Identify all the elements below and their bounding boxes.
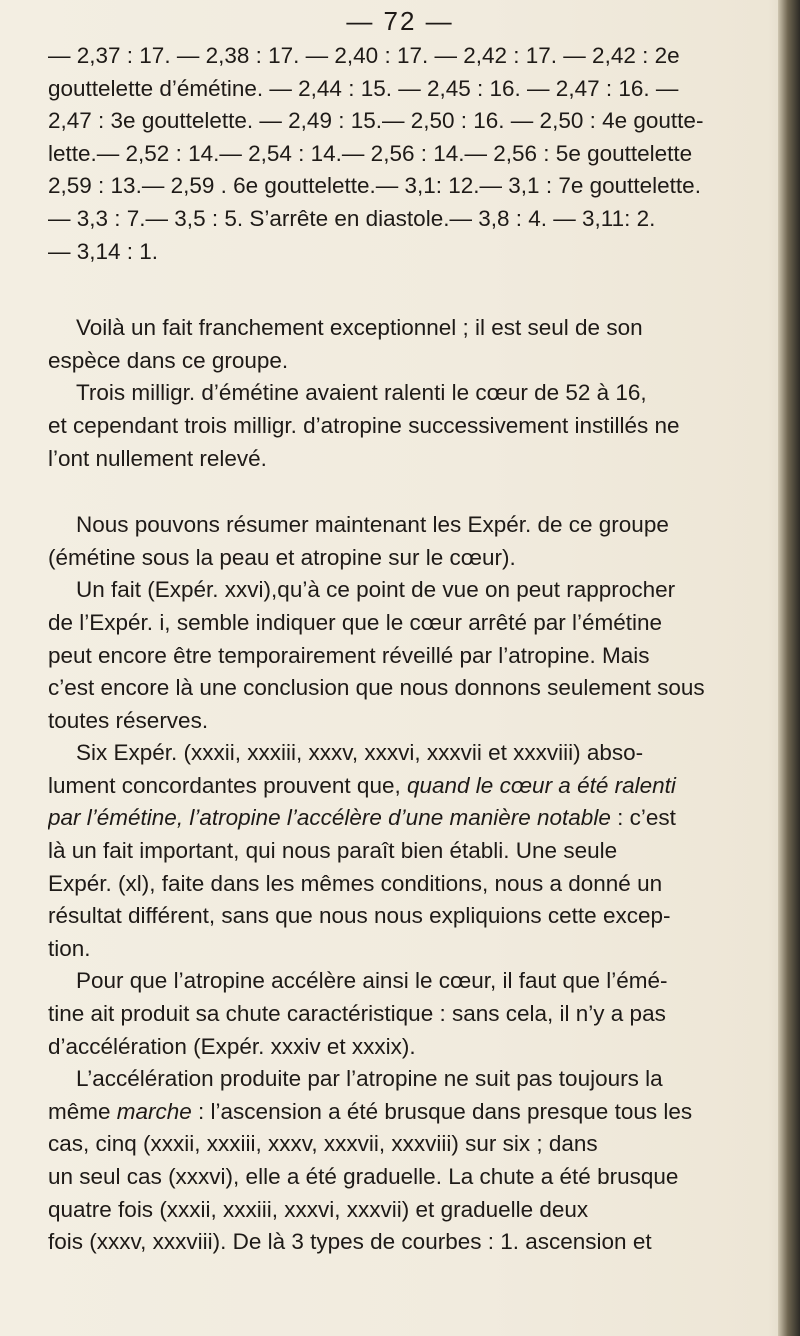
paragraph-exception (48, 312, 764, 377)
text-line: espèce dans ce groupe. (48, 347, 289, 373)
paragraph-pour-que (48, 965, 764, 1063)
page-edge-shadow (778, 0, 800, 1336)
text-line: Pour que l’atropine accélère ainsi le cœur, il faut que l’émé- (76, 968, 668, 994)
text-line: cas, cinq (xxxii, xxxiii, xxxv, xxxvii, xxxviii) sur six ; dans (48, 1131, 598, 1157)
text-line: et cependant trois milligr. d’atropine successivement instillés ne (48, 412, 680, 438)
page-number: — 72 — (346, 6, 454, 36)
text-line: Nous pouvons résumer maintenant les Expér. de ce groupe (76, 512, 669, 538)
text-line: Trois milligr. d’émétine avaient ralenti le cœur de 52 à 16, (76, 380, 647, 406)
italic-span: par l’émétine, l’atropine l’accélère d’une manière notable (48, 805, 611, 831)
text-span: : l’ascension a été brusque dans presque tous les (191, 1098, 693, 1124)
text-line: — 2,37 : 17. — 2,38 : 17. — 2,40 : 17. — 2,42 : 17. — 2,42 : 2e (48, 43, 680, 68)
text-line: Un fait (Expér. xxvi),qu’à ce point de vue on peut rapprocher (76, 577, 676, 603)
text-line: un seul cas (xxxvi), elle a été graduelle. La chute a été brusque (48, 1164, 679, 1189)
text-span: lument concordantes prouvent que, (48, 772, 407, 798)
text-line: d’accélération (Expér. xxxiv et xxxix). (48, 1033, 416, 1059)
text-line: lette.— 2,52 : 14.— 2,54 : 14.— 2,56 : 14.— 2,56 : 5e gouttelette (48, 140, 693, 166)
paragraph-acceleration (48, 1063, 764, 1259)
paragraph-resume (48, 509, 764, 574)
paragraph-six-exper (48, 737, 764, 965)
italic-span: marche (116, 1098, 192, 1124)
text-line: Six Expér. (xxxii, xxxiii, xxxv, xxxvi, xxxvii et xxxviii) abso- (76, 740, 644, 766)
text-line: de l’Expér. i, semble indiquer que le cœur arrêté par l’émétine (48, 609, 663, 635)
text-line: tine ait produit sa chute caractéristique : sans cela, il n’y a pas (48, 1001, 666, 1027)
text-line: Expér. (xl), faite dans les mêmes conditions, nous a donné un (48, 870, 663, 896)
text-line: là un fait important, qui nous paraît bien établi. Une seule (48, 838, 618, 864)
text-line: Voilà un fait franchement exceptionnel ; il est seul de son (76, 315, 643, 341)
text-line: fois (xxxv, xxxviii). De là 3 types de courbes : 1. ascension et (48, 1229, 652, 1255)
text-line: l’ont nullement relevé. (48, 445, 267, 471)
text-span: : c’est (610, 805, 676, 831)
text-line: résultat différent, sans que nous nous expliquions cette excep- (48, 903, 671, 929)
text-line: quatre fois (xxxii, xxxiii, xxxvi, xxxvii) et graduelle deux (48, 1196, 589, 1222)
text-line (48, 802, 764, 835)
text-line: tion. (48, 935, 91, 961)
italic-span: quand le cœur a été ralenti (406, 772, 676, 798)
text-line (48, 770, 764, 803)
text-line: L’accélération produite par l’atropine ne suit pas toujours la (76, 1066, 663, 1092)
text-line: — 3,14 : 1. (48, 238, 159, 264)
paragraph-un-fait (48, 574, 764, 737)
text-span: même (48, 1098, 117, 1124)
text-line: toutes réserves. (48, 707, 209, 733)
text-line: 2,59 : 13.— 2,59 . 6e gouttelette.— 3,1: 12.— 3,1 : 7e gouttelette. (48, 173, 701, 199)
text-column (48, 40, 764, 1259)
data-series-paragraph (48, 40, 764, 268)
text-line: 2,47 : 3e gouttelette. — 2,49 : 15.— 2,50 : 16. — 2,50 : 4e goutte- (48, 108, 704, 134)
paragraph-trois-milligr (48, 377, 764, 475)
text-line: gouttelette d’émétine. — 2,44 : 15. — 2,45 : 16. — 2,47 : 16. — (48, 75, 679, 101)
text-line: peut encore être temporairement réveillé par l’atropine. Mais (48, 642, 650, 668)
text-line: c’est encore là une conclusion que nous donnons seulement sous (48, 675, 705, 701)
text-line (48, 1096, 764, 1129)
text-line: — 3,3 : 7.— 3,5 : 5. S’arrête en diastole.— 3,8 : 4. — 3,11: 2. (48, 205, 656, 231)
text-line: (émétine sous la peau et atropine sur le cœur). (48, 544, 516, 570)
